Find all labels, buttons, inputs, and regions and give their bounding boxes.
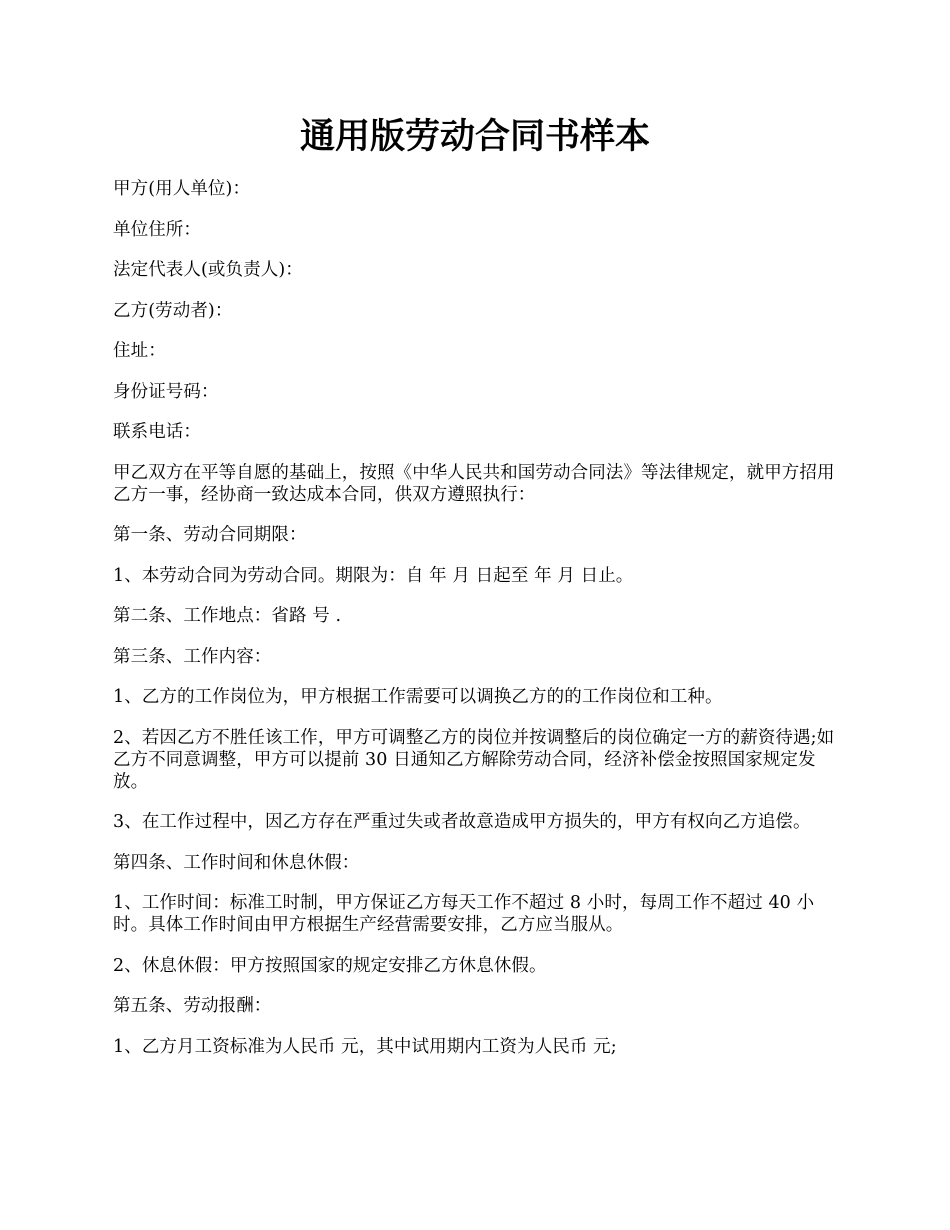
field-address: 住址： xyxy=(113,341,166,361)
article-3-clause-1: 1、乙方的工作岗位为，甲方根据工作需要可以调换乙方的的工作岗位和工种。 xyxy=(113,687,723,707)
field-unit-address: 单位住所： xyxy=(113,219,201,240)
article-4-clause-2: 2、休息休假：甲方按照国家的规定安排乙方休息休假。 xyxy=(113,955,547,976)
article-4-heading: 第四条、工作时间和休息休假： xyxy=(113,852,360,873)
article-1-clause-1: 1、本劳动合同为劳动合同。期限为：自 年 月 日起至 年 月 日止。 xyxy=(113,565,634,586)
article-3-clause-3: 3、在工作过程中，因乙方存在严重过失或者故意造成甲方损失的，甲方有权向乙方追偿。 xyxy=(113,812,811,832)
field-id-number: 身份证号码： xyxy=(113,381,219,402)
article-3-heading: 第三条、工作内容： xyxy=(113,646,272,667)
document-body xyxy=(113,178,841,1076)
field-legal-representative: 法定代表人(或负责人)： xyxy=(113,260,303,280)
document-title: 通用版劳动合同书样本 xyxy=(299,116,650,157)
field-party-b: 乙方(劳动者)： xyxy=(113,300,233,321)
field-party-a: 甲方(用人单位)： xyxy=(113,179,251,199)
article-2-heading: 第二条、工作地点：省路 号 . xyxy=(113,606,342,626)
article-3-clause-2: 2、若因乙方不胜任该工作，甲方可调整乙方的岗位并按调整后的岗位确定一方的薪资待遇;如乙方不同意调整，甲方可以提前 30 日通知乙方解除劳动合同，经济补偿金按照国家规定发放。 xyxy=(113,727,835,792)
article-5-clause-1: 1、乙方月工资标准为人民币 元，其中试用期内工资为人民币 元; xyxy=(113,1036,617,1057)
article-5-heading: 第五条、劳动报酬： xyxy=(113,996,272,1016)
field-phone: 联系电话： xyxy=(113,422,201,442)
article-1-heading: 第一条、劳动合同期限： xyxy=(113,525,307,545)
article-4-clause-1: 1、工作时间：标准工时制，甲方保证乙方每天工作不超过 8 小时，每周工作不超过 40 小时。具体工作时间由甲方根据生产经营需要安排，乙方应当服从。 xyxy=(113,893,815,935)
preamble-paragraph: 甲乙双方在平等自愿的基础上，按照《中华人民共和国劳动合同法》等法律规定，就甲方招用乙方一事，经协商一致达成本合同，供双方遵照执行： xyxy=(113,462,835,505)
